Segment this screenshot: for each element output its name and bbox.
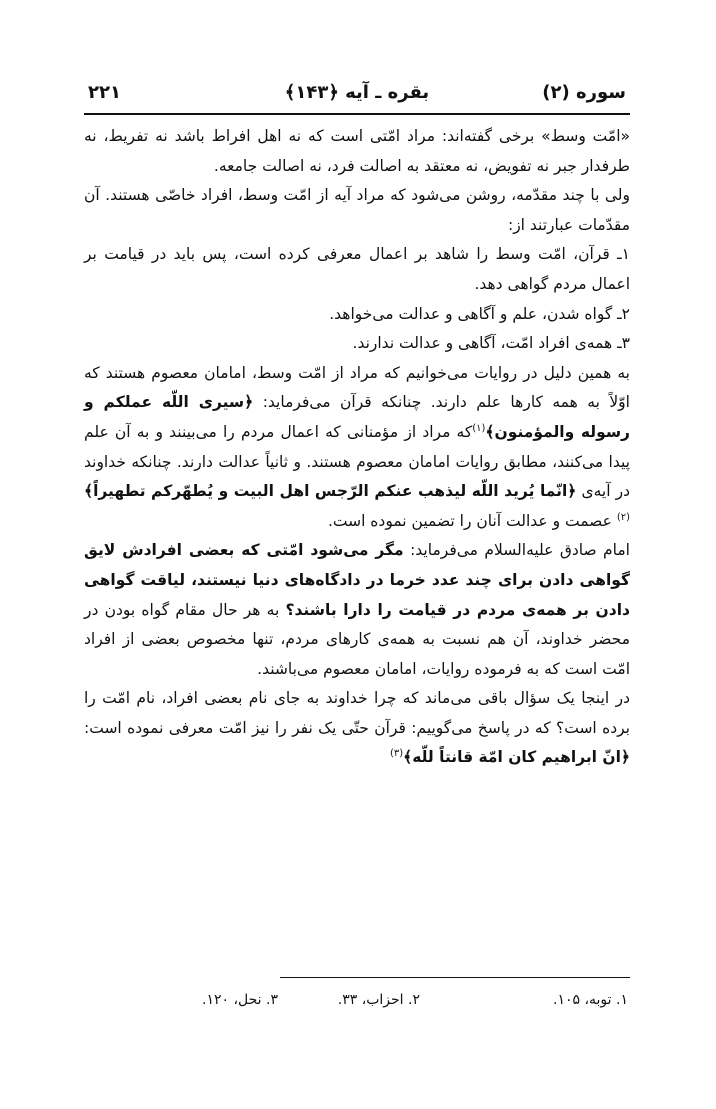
footnote-3: ۳. نحل، ۱۲۰. (202, 992, 278, 1008)
paragraph-6-text-b: که مراد از مؤمنانی که اعمال مردم را می‌بینند و به آن علم پیدا می‌کنند، مطابق روایات امامان معصوم هستند. و ثانیاً عدالت دارند. چنانکه خداوند در آیه‌ی (84, 422, 630, 501)
hadith-quote: مگر می‌شود امّتی که بعضی افرادش لایق گواهی دادن برای چند عدد خرما در دادگاه‌های دنیا نیستند، لیاقت گواهی دادن بر همه‌ی مردم در قیامت را دارا باشند؟ (84, 541, 630, 619)
paragraph-8-text-a: در اینجا یک سؤال باقی می‌ماند که چرا خداوند به جای نام بعضی افراد، نام امّت را برده است؟ که در پاسخ می‌گوییم: قرآن حتّی یک نفر را نیز امّت معرفی نموده است: (84, 689, 630, 737)
running-header (86, 74, 628, 114)
paragraph-6-text-c: عصمت و عدالت آنان را تضمین نموده است. (327, 511, 612, 530)
paragraph-7 (84, 536, 630, 684)
quran-quote-3: ﴿انّ ابراهیم کان امّة قانتاً للّه﴾ (403, 748, 630, 767)
header-divider (84, 113, 630, 115)
main-text (84, 122, 630, 773)
section-title: بقره ـ آیه ﴿۱۴۳﴾ (284, 82, 430, 103)
footnote-1: ۱. توبه، ۱۰۵. (553, 992, 628, 1008)
paragraph-2: ولی با چند مقدّمه، روشن می‌شود که مراد آیه از امّت وسط، افراد خاصّی هستند. آن مقدّمات عبارتند از: (84, 186, 630, 234)
quran-quote-2: ﴿انّما یُرید اللّه لیذهب عنکم الرّجس اهل البیت و یُطهّرکم تطهیراً﴾ (84, 482, 577, 501)
sura-label: سوره (۲) (542, 82, 626, 103)
paragraph-8 (84, 684, 630, 773)
paragraph-3: ۱ـ قرآن، امّت وسط را شاهد بر اعمال معرفی کرده است، پس باید در قیامت بر اعمال مردم گواهی دهد. (84, 245, 630, 293)
paragraph-7-text-a: امام صادق علیه‌السلام می‌فرماید: (410, 541, 630, 560)
paragraph-6-text-a: به همین دلیل در روایات می‌خوانیم که مراد از امّت وسط، امامان معصوم هستند که اوّلاً به همه کارها علم دارند. چنانکه قرآن می‌فرماید: (84, 363, 630, 412)
quran-quote-1: ﴿سیری اللّه عملکم و رسوله والمؤمنون﴾ (84, 393, 630, 441)
footnote-ref-1: (۱) (472, 422, 486, 434)
footnote-ref-2: (۲) (616, 511, 630, 523)
paragraph-4: ۲ـ گواه شدن، علم و آگاهی و عدالت می‌خواهد. (329, 304, 630, 323)
paragraph-7-text-c: به هر حال مقام گواه بودن در محضر خداوند، آن هم نسبت به همه‌ی کارهای مردم، تنها مخصوص بعضی از افراد امّت است که به فرموده روایات، امامان معصوم می‌باشند. (84, 600, 630, 678)
paragraph-5: ۳ـ همه‌ی افراد امّت، آگاهی و عدالت ندارند. (352, 334, 630, 353)
page-number: ۲۲۱ (88, 82, 121, 103)
footnotes (84, 990, 630, 1016)
footnote-ref-3: (۳) (389, 748, 404, 760)
footnote-2: ۲. احزاب، ۳۳. (337, 992, 420, 1008)
paragraph-6 (84, 359, 630, 537)
paragraph-1: «امّت وسط» برخی گفته‌اند: مراد امّتی است که نه اهل افراط باشد نه تفریط، نه طرفدار جبر نه تفویض، نه معتقد به اصالت فرد، نه اصالت جامعه. (84, 127, 630, 175)
footnote-divider (280, 977, 630, 978)
